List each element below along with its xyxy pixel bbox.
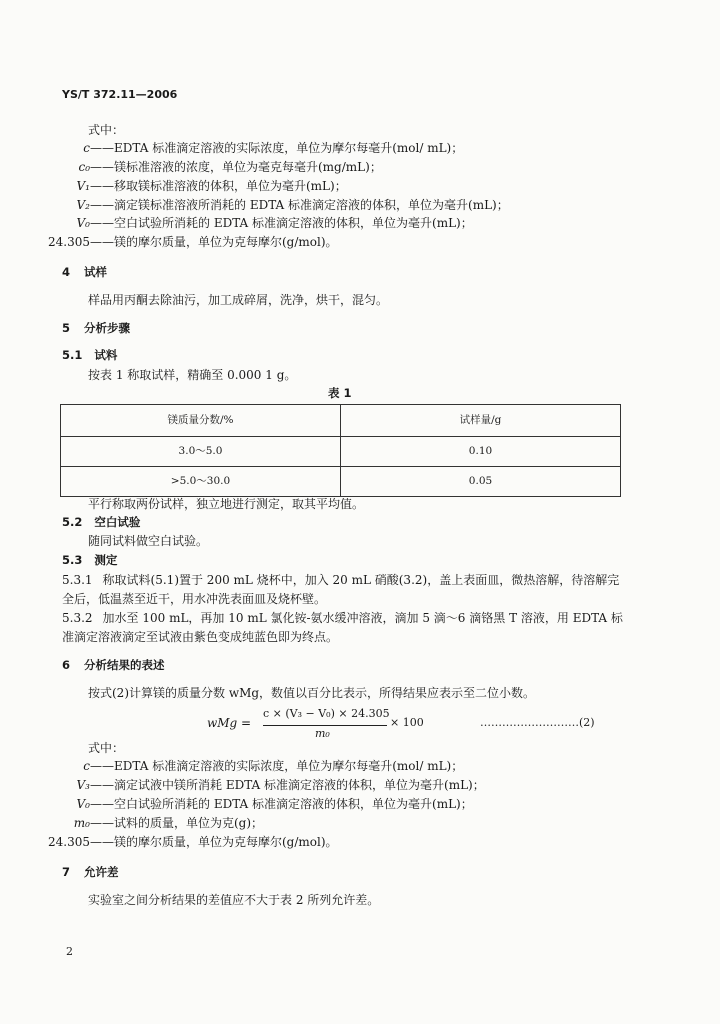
table-cell: 3.0～5.0 [61, 437, 341, 467]
page-number: 2 [66, 945, 73, 958]
table-1 [60, 404, 621, 497]
table-header-row [61, 405, 621, 437]
var-description: ——移取镁标准溶液的体积，单位为毫升(mL)； [90, 179, 347, 193]
table-cell: 0.05 [341, 467, 621, 497]
section-5-3-heading: 5.3 测定 [62, 553, 118, 567]
table-caption: 表 1 [328, 386, 352, 400]
var-symbol: c [83, 141, 90, 155]
section-4-body: 样品用丙酮去除油污，加工成碎屑，洗净，烘干，混匀。 [88, 293, 389, 307]
var-symbol: 24.305 [48, 235, 90, 249]
var-description: ——滴定镁标准溶液所消耗的 EDTA 标准滴定溶液的体积，单位为毫升(mL)； [90, 198, 509, 212]
table-header-cell: 试样量/g [341, 405, 621, 437]
section-6-heading: 6 分析结果的表述 [62, 658, 165, 672]
var-symbol: c₀ [78, 160, 90, 174]
var-symbol: V₂ [76, 198, 90, 212]
table-header-cell: 镁质量分数/% [61, 405, 341, 437]
formula-number: ………………………(2) [480, 716, 595, 729]
var-symbol: 24.305 [48, 835, 90, 849]
table-cell: >5.0～30.0 [61, 467, 341, 497]
section-4-heading: 4 试样 [62, 265, 108, 279]
after-table-text: 平行称取两份试样，独立地进行测定，取其平均值。 [88, 497, 365, 511]
var-description: ——试料的质量，单位为克(g)； [90, 816, 264, 830]
table-row [61, 437, 621, 467]
table-cell: 0.10 [341, 437, 621, 467]
var-description: ——EDTA 标准滴定溶液的实际浓度，单位为摩尔每毫升(mol/ mL)； [90, 141, 464, 155]
where-label: 式中： [88, 741, 125, 755]
section-5-3-1-line2: 全后，低温蒸至近干，用水冲洗表面皿及烧杯壁。 [62, 592, 327, 606]
var-description: ——空白试验所消耗的 EDTA 标准滴定溶液的体积，单位为毫升(mL)； [90, 797, 473, 811]
standard-code: YS/T 372.11—2006 [62, 88, 178, 101]
var-symbol: V₃ [76, 778, 90, 792]
section-5-1-body: 按表 1 称取试样，精确至 0.000 1 g。 [88, 368, 297, 382]
var-description: ——滴定试液中镁所消耗 EDTA 标准滴定溶液的体积，单位为毫升(mL)； [90, 778, 485, 792]
where-label: 式中： [88, 123, 125, 137]
section-5-3-1-line1: 5.3.1 称取试料(5.1)置于 200 mL 烧杯中，加入 20 mL 硝酸(3.2)，盖上表面皿，微热溶解，待溶解完 [62, 573, 620, 587]
formula-times: × 100 [390, 716, 424, 729]
var-symbol: V₀ [76, 216, 90, 230]
var-description: ——EDTA 标准滴定溶液的实际浓度，单位为摩尔每毫升(mol/ mL)； [90, 759, 464, 773]
var-symbol: c [83, 759, 90, 773]
var-description: ——镁的摩尔质量，单位为克每摩尔(g/mol)。 [90, 235, 338, 249]
table-row [61, 467, 621, 497]
section-5-heading: 5 分析步骤 [62, 321, 131, 335]
var-description: ——镁的摩尔质量，单位为克每摩尔(g/mol)。 [90, 835, 338, 849]
var-symbol: m₀ [73, 816, 90, 830]
section-5-2-body: 随同试料做空白试验。 [88, 534, 209, 548]
var-symbol: V₀ [76, 797, 90, 811]
section-5-1-heading: 5.1 试料 [62, 348, 118, 362]
section-7-body: 实验室之间分析结果的差值应不大于表 2 所列允许差。 [88, 893, 380, 907]
section-6-body: 按式(2)计算镁的质量分数 wMg，数值以百分比表示，所得结果应表示至二位小数。 [88, 686, 536, 700]
formula-lhs: wMg = [207, 716, 252, 730]
var-description: ——镁标准溶液的浓度，单位为毫克每毫升(mg/mL)； [90, 160, 382, 174]
formula-numerator: c × (V₃ − V₀) × 24.305 [263, 707, 390, 720]
section-5-3-2-line2: 准滴定溶液滴定至试液由紫色变成纯蓝色即为终点。 [62, 630, 339, 644]
var-symbol: V₁ [76, 179, 90, 193]
section-7-heading: 7 允许差 [62, 865, 119, 879]
section-5-2-heading: 5.2 空白试验 [62, 515, 141, 529]
formula-denominator: m₀ [315, 727, 330, 740]
section-5-3-2-line1: 5.3.2 加水至 100 mL，再加 10 mL 氯化铵-氨水缓冲溶液，滴加 5 滴～6 滴铬黑 T 溶液，用 EDTA 标 [62, 611, 623, 625]
var-description: ——空白试验所消耗的 EDTA 标准滴定溶液的体积，单位为毫升(mL)； [90, 216, 473, 230]
fraction-bar [263, 725, 387, 726]
